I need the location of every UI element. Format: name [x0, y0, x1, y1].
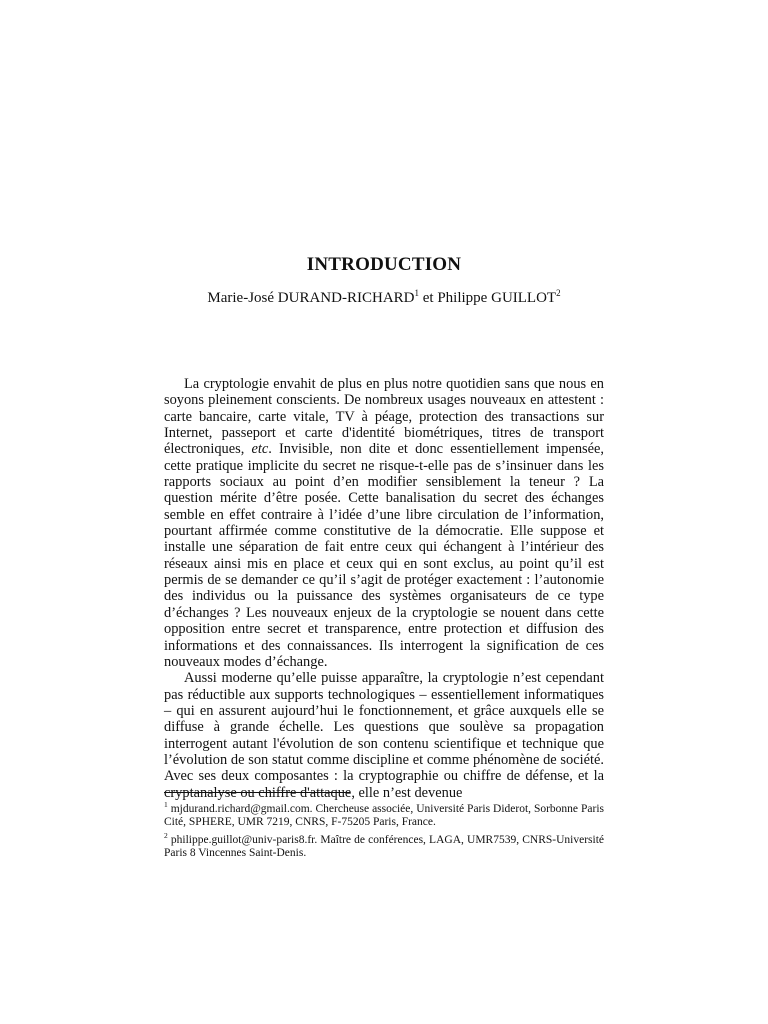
author-1-surname: DURAND-RICHARD — [277, 290, 415, 306]
paragraph-2: Aussi moderne qu’elle puisse apparaître, la cryptologie n’est cependant pas réductible aux supports technologiques – essentiellement informatiques – qui en assurent aujourd’hui le fonctionnement, et grâce auxquels elle se diffuse à grande échelle. Les questions que soulève sa propagation interrogent autant l'évolution de son contenu scientifique et technique que l’évolution de son statut comme discipline et comme phénomène de société. Avec ses deux composantes : la cryptographie ou chiffre de défense, et la cryptanalyse ou chiffre d'attaque, elle n’est devenue — [164, 670, 604, 801]
footnote-1 — [164, 798, 604, 829]
body-text — [164, 376, 604, 801]
author-2-footnote-mark: 2 — [556, 288, 561, 298]
footnote-2 — [164, 829, 604, 860]
footnote-2-text: philippe.guillot@univ-paris8.fr. Maître de conférences, LAGA, UMR7539, CNRS-Université Paris 8 Vincennes Saint-Denis. — [164, 834, 604, 860]
author-2-surname: GUILLOT — [491, 290, 557, 306]
author-conjunction: et Philippe — [419, 290, 492, 306]
author-1-given-name: Marie-José — [207, 290, 278, 306]
etc-emphasis: etc — [251, 441, 269, 458]
paragraph-1: La cryptologie envahit de plus en plus notre quotidien sans que nous en soyons pleinement conscients. De nombreux usages nouveaux en attestent : carte bancaire, carte vitale, TV à péage, protection des transactions sur Internet, passeport et carte d'identité biométriques, titres de transport électroniques, etc. Invisible, non dite et donc essentiellement impensée, cette pratique implicite du secret ne risque-t-elle pas de s’insinuer dans les rapports sociaux au point d’en modifier sensiblement la teneur ? La question mérite d’être posée. Cette banalisation du secret des échanges semble en effet contraire à l’idée d’une libre circulation de l’information, pourtant affirmée comme constitutive de la démocratie. Elle suppose et installe une séparation de fait entre ceux qui échangent à l’intérieur des réseaux ainsi mis en place et ceux qui en sont exclus, au point qu’il est permis de se demander ce qu’il s’agit de protéger exactement : l’autonomie des individus ou la puissance des systèmes organisateurs de ce type d’échanges ? Les nouveaux enjeux de la cryptologie se nouent dans cette opposition entre secret et transparence, entre protection et diffusion des informations et des connaissances. Ils interrogent la signification de ces nouveaux modes d’échange. — [164, 376, 604, 670]
page-title: INTRODUCTION — [306, 254, 462, 275]
author-line — [0, 288, 768, 307]
footnotes — [164, 798, 604, 860]
footnote-separator — [164, 792, 350, 793]
author-1-footnote-mark: 1 — [414, 288, 420, 298]
footnote-1-mark: 1 — [164, 800, 168, 809]
footnote-2-mark: 2 — [164, 831, 168, 841]
footnote-1-text: mjdurand.richard@gmail.com. Chercheuse associée, Université Paris Diderot, Sorbonne Paris Cité, SPHERE, UMR 7219, CNRS, F-75205 Paris, France. — [164, 802, 604, 829]
